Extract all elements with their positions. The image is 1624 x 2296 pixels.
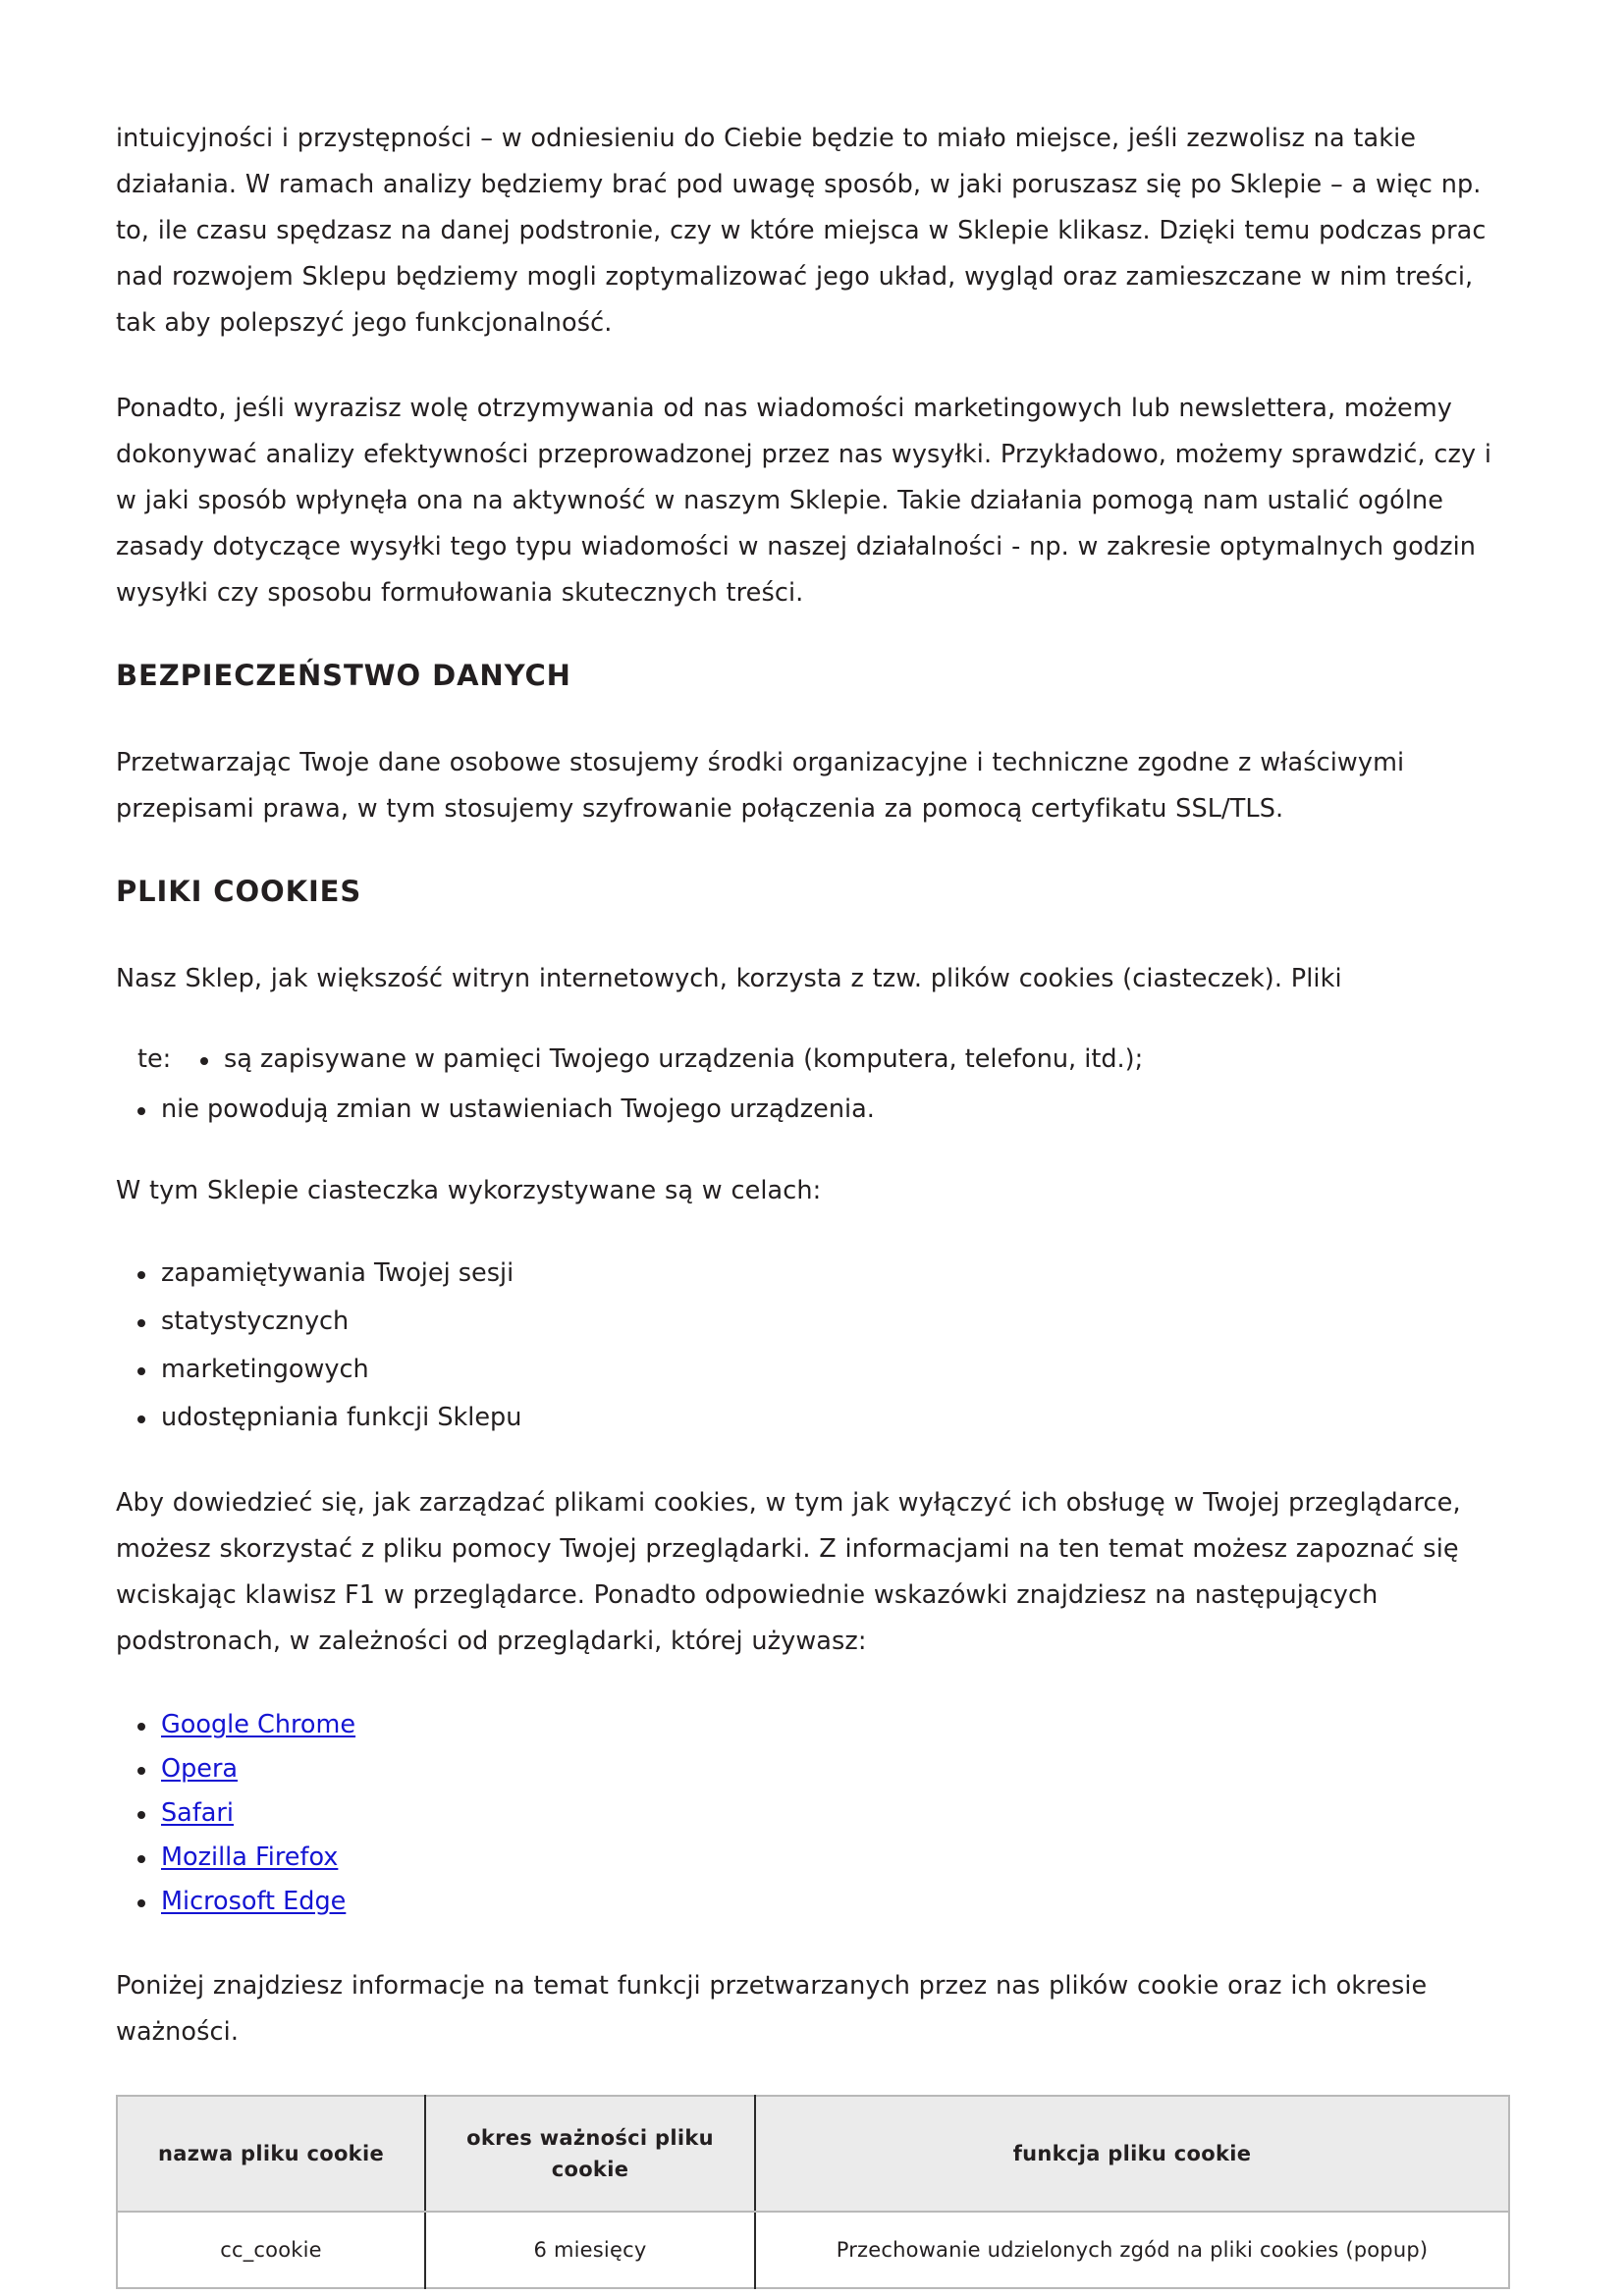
list-item-label: są zapisywane w pamięci Twojego urządzenia (komputera, telefonu, itd.);	[224, 1044, 1144, 1074]
paragraph-manage-cookies: Aby dowiedzieć się, jak zarządzać plikami cookies, w tym jak wyłączyć ich obsługę w Twojej przeglądarce, możesz skorzystać z pliku pomocy Twojej przeglądarki. Z informacjami na ten temat możesz zapoznać się wciskając klawisz F1 w przeglądarce. Ponadto odpowiednie wskazówki znajdziesz na następujących podstronach, w zależności od przeglądarki, której używasz:	[116, 1488, 1461, 1656]
list-item-label: statystycznych	[161, 1307, 350, 1336]
list-item	[116, 1881, 1508, 1922]
list-item-label: zapamiętywania Twojej sesji	[161, 1258, 514, 1288]
list-item	[116, 1300, 1508, 1343]
document-body	[116, 116, 1508, 2289]
heading-cookie-files: PLIKI COOKIES	[116, 875, 362, 908]
list-item	[116, 1837, 1508, 1878]
link-mozilla-firefox[interactable]: Mozilla Firefox	[161, 1842, 339, 1872]
link-opera[interactable]: Opera	[161, 1754, 239, 1784]
column-header-cookie-name: nazwa pliku cookie	[117, 2096, 425, 2212]
list-item	[116, 1088, 1508, 1131]
cell-cookie-function: Przechowanie udzielonych zgód na pliki cookies (popup)	[755, 2212, 1509, 2288]
paragraph-marketing-analysis: Ponadto, jeśli wyrazisz wolę otrzymywania od nas wiadomości marketingowych lub newslettera, możemy dokonywać analizy efektywności przeprowadzonej przez nas wysyłki. Przykładowo, możemy sprawdzić, czy i w jaki sposób wpłynęła ona na aktywność w naszym Sklepie. Takie działania pomogą nam ustalić ogólne zasady dotyczące wysyłki tego typu wiadomości w naszej działalności - np. w zakresie optymalnych godzin wysyłki czy sposobu formułowania skutecznych treści.	[116, 394, 1492, 608]
table-row	[117, 2212, 1509, 2288]
link-google-chrome[interactable]: Google Chrome	[161, 1710, 356, 1739]
link-safari[interactable]: Safari	[161, 1798, 234, 1828]
column-header-cookie-expiry: okres ważności pliku cookie	[425, 2096, 755, 2212]
list-item-label: nie powodują zmian w ustawieniach Twojego urządzenia.	[161, 1095, 875, 1124]
list-item	[116, 1038, 1508, 1081]
list-cookie-purposes	[116, 1252, 1508, 1439]
list-item-label: marketingowych	[161, 1355, 369, 1384]
cell-cookie-name: cc_cookie	[117, 2212, 425, 2288]
list-item	[116, 1792, 1508, 1834]
list-browser-links	[116, 1704, 1508, 1922]
paragraph-analytics: intuicyjności i przystępności – w odniesieniu do Ciebie będzie to miało miejsce, jeśli zezwolisz na takie działania. W ramach analizy będziemy brać pod uwagę sposób, w jaki poruszasz się po Sklepie – a więc np. to, ile czasu spędzasz na danej podstronie, czy w które miejsca w Sklepie klikasz. Dzięki temu podczas prac nad rozwojem Sklepu będziemy mogli zoptymalizować jego układ, wygląd oraz zamieszczane w nim treści, tak aby polepszyć jego funkcjonalność.	[116, 124, 1487, 338]
cell-cookie-expiry: 6 miesięcy	[425, 2212, 755, 2288]
link-microsoft-edge[interactable]: Microsoft Edge	[161, 1887, 347, 1916]
paragraph-cookies-intro: Nasz Sklep, jak większość witryn internetowych, korzysta z tzw. plików cookies (ciasteczek). Pliki	[116, 964, 1342, 993]
paragraph-purposes-intro: W tym Sklepie ciasteczka wykorzystywane są w celach:	[116, 1176, 822, 1205]
runin-prefix-text: te:	[137, 1044, 172, 1074]
list-item	[116, 1252, 1508, 1295]
cookie-details-table	[116, 2095, 1510, 2289]
list-item	[116, 1396, 1508, 1439]
paragraph-table-intro: Poniżej znajdziesz informacje na temat funkcji przetwarzanych przez nas plików cookie oraz ich okresie ważności.	[116, 1971, 1428, 2047]
list-item	[116, 1348, 1508, 1391]
paragraph-data-security: Przetwarzając Twoje dane osobowe stosujemy środki organizacyjne i techniczne zgodne z właściwymi przepisami prawa, w tym stosujemy szyfrowanie połączenia za pomocą certyfikatu SSL/TLS.	[116, 748, 1405, 824]
heading-data-security: BEZPIECZEŃSTWO DANYCH	[116, 659, 571, 692]
list-cookie-properties	[116, 1038, 1508, 1131]
list-item	[116, 1748, 1508, 1789]
table-header-row	[117, 2096, 1509, 2212]
list-item	[116, 1704, 1508, 1745]
column-header-cookie-function: funkcja pliku cookie	[755, 2096, 1509, 2212]
list-item-label: udostępniania funkcji Sklepu	[161, 1403, 522, 1432]
